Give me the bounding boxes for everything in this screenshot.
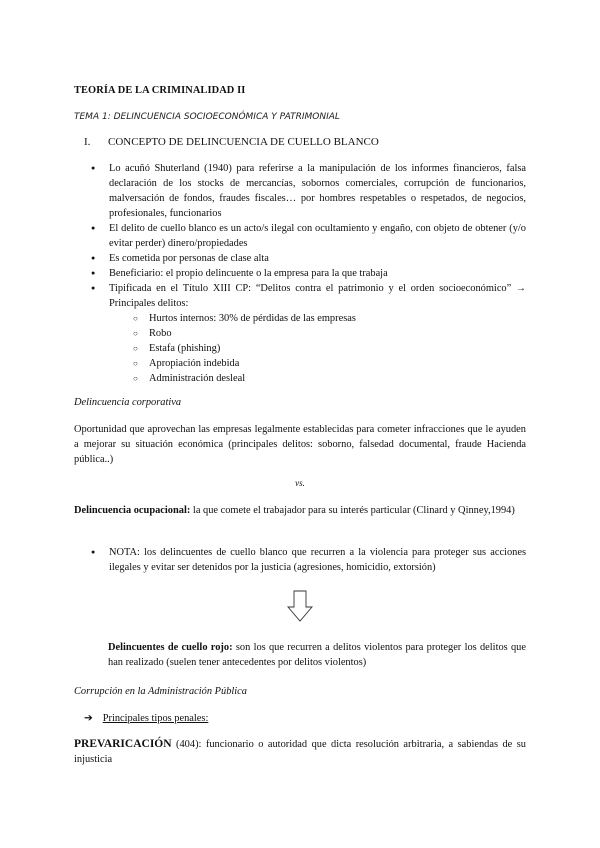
tipos-penales-item — [84, 712, 208, 724]
section-number: I. — [84, 136, 91, 148]
ocupacional-term: Delincuencia ocupacional: — [74, 505, 191, 516]
sublist-item: ○ Hurtos internos: 30% de pérdidas de las empresas — [133, 311, 526, 326]
arrow-bullet-icon: ➔ — [84, 713, 93, 724]
cuello-rojo-term: Delincuentes de cuello rojo: — [108, 642, 233, 653]
section-label: CONCEPTO DE DELINCUENCIA DE CUELLO BLANCO — [108, 136, 379, 148]
corporativa-heading: Delincuencia corporativa — [74, 397, 182, 408]
sublist-item: ○ Robo — [133, 326, 526, 341]
delitos-sublist — [109, 311, 526, 386]
prevaricacion-text: (404): funcionario o autoridad que dicta resolución arbitraria, a sabiendas de su injusticia — [74, 739, 526, 765]
list-item: ● Beneficiario: el propio delincuente o la empresa para la que trabaja — [92, 266, 526, 281]
note-list — [92, 545, 526, 575]
tipificada-text: Tipificada en el Título XIII CP: “Delitos contra el patrimonio y el orden socioeconómico” — [109, 283, 512, 294]
section-heading — [84, 135, 536, 150]
sublist-item: ○ Administración desleal — [133, 371, 526, 386]
corrupcion-heading: Corrupción en la Administración Pública — [74, 686, 247, 697]
prevaricacion-paragraph — [74, 737, 526, 767]
list-item-tipificada — [92, 281, 526, 386]
corporativa-paragraph: Oportunidad que aprovechan las empresas legalmente establecidas para cometer infracciones que le ayuden a mejorar su situación económica (principales delitos: soborno, falsedad documental, fraude Hacienda pública..) — [74, 424, 526, 465]
tipificada-tail: Principales delitos: — [109, 298, 189, 309]
down-arrow-icon — [287, 590, 313, 622]
sublist-item: ○ Estafa (phishing) — [133, 341, 526, 356]
tipos-penales-label: Principales tipos penales: — [102, 713, 209, 724]
cuello-rojo-paragraph — [108, 640, 526, 670]
ocupacional-paragraph — [74, 503, 526, 518]
list-item: ● El delito de cuello blanco es un acto/s ilegal con ocultamiento y engaño, con objeto de obtener (y/o evitar perder) dinero/propiedades — [92, 221, 526, 251]
sublist-item: ○ Apropiación indebida — [133, 356, 526, 371]
concept-list — [92, 161, 526, 386]
document-title: TEORÍA DE LA CRIMINALIDAD II — [74, 85, 246, 96]
topic-subtitle: TEMA 1: DELINCUENCIA SOCIOECONÓMICA Y PATRIMONIAL — [74, 112, 340, 122]
list-item: ● Lo acuñó Shuterland (1940) para referirse a la manipulación de los informes financieros, falsa declaración de los stocks de mercancías, sobornos comerciales, corrupción de funcionarios, malversación de fondos, fraudes fiscales… por hombres respetables o respetados, de negocios, profesionales, funcionarios — [92, 161, 526, 221]
prevaricacion-term: PREVARICACIÓN — [74, 738, 172, 750]
right-arrow-icon: → — [515, 283, 526, 294]
ocupacional-text: la que comete el trabajador para su interés particular (Clinard y Qinney,1994) — [190, 505, 515, 516]
cuello-rojo-text: son los que recurren a delitos violentos para proteger los delitos que han realizado (suelen tener antecedentes por delitos violentos) — [108, 642, 526, 668]
note-item: ● NOTA: los delincuentes de cuello blanco que recurren a la violencia para proteger sus acciones ilegales y evitar ser detenidos por la justicia (agresiones, homicidio, extorsión) — [92, 545, 526, 575]
versus-label: vs. — [295, 478, 305, 488]
list-item: ● Es cometida por personas de clase alta — [92, 251, 526, 266]
